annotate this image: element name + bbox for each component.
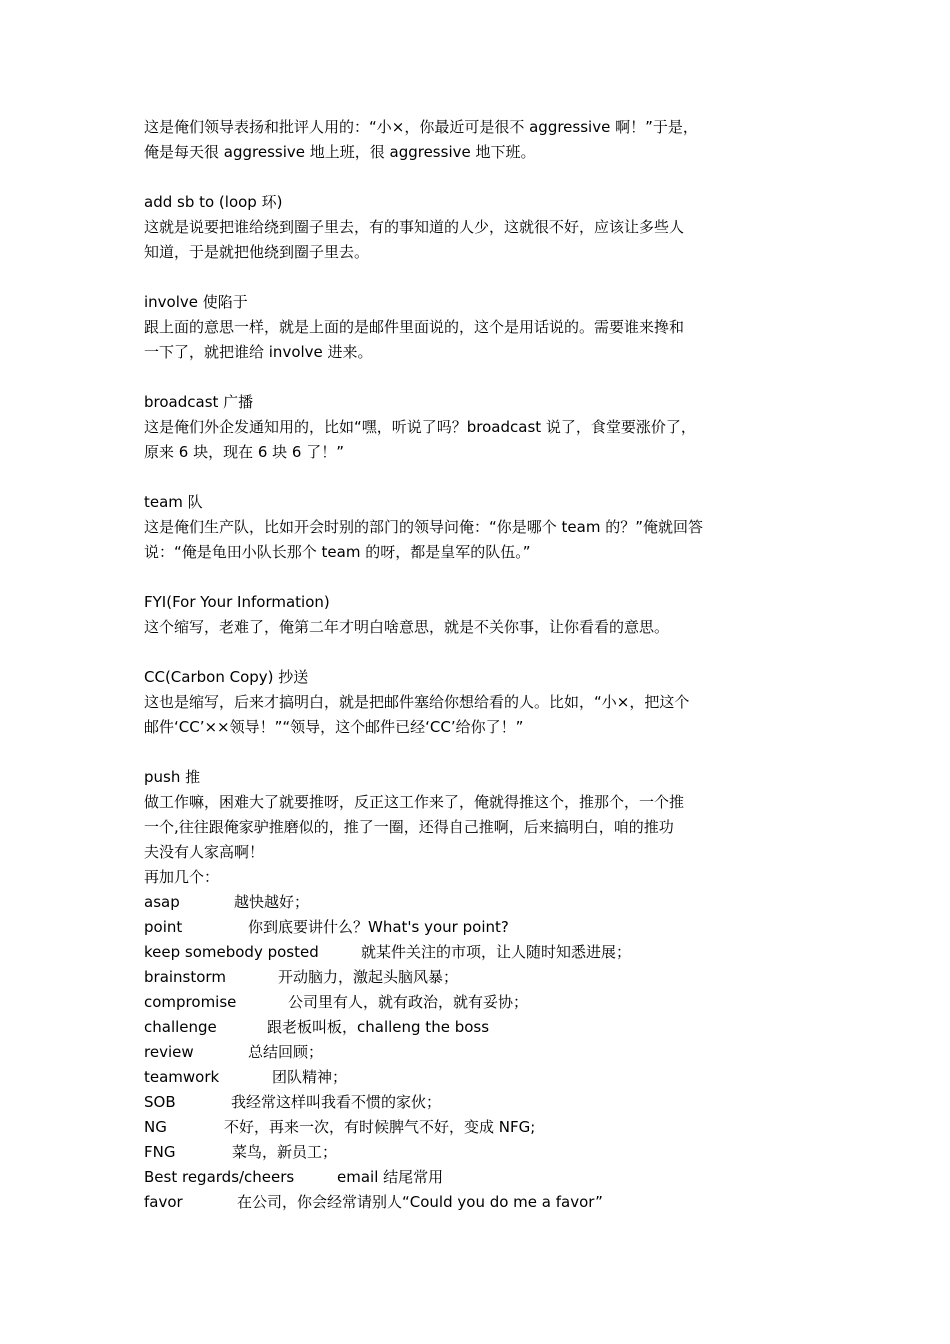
text-line: 做工作嘛，困难大了就要推呀，反正这工作来了，俺就得推这个，推那个，一个推 — [144, 793, 685, 811]
text-line: 夫没有人家高啊！ — [144, 843, 265, 861]
term-row — [144, 965, 784, 990]
term: NG — [144, 1118, 167, 1136]
term: asap — [144, 893, 180, 911]
section-heading: add sb to (loop 环) — [144, 193, 283, 211]
term-row — [144, 940, 784, 965]
term-definition: 开动脑力，激起头脑风暴； — [278, 968, 459, 986]
term: teamwork — [144, 1068, 220, 1086]
text-line: 说：“俺是龟田小队长那个 team 的呀，都是皇军的队伍。” — [144, 543, 531, 561]
section-add-sb-to — [144, 190, 784, 265]
section-broadcast — [144, 390, 784, 465]
blank-line — [144, 640, 784, 665]
text-line: 邮件‘CC’××领导！”“领导，这个邮件已经‘CC’给你了！” — [144, 718, 524, 736]
term-definition: 菜鸟，新员工； — [232, 1143, 338, 1161]
term: keep somebody posted — [144, 943, 319, 961]
section-heading: FYI(For Your Information) — [144, 593, 330, 611]
term-definition: 在公司，你会经常请别人“Could you do me a favor” — [237, 1193, 603, 1211]
text-line: 知道，于是就把他绕到圈子里去。 — [144, 243, 370, 261]
text-line: 这是俺们生产队，比如开会时别的部门的领导问俺：“你是哪个 team 的？”俺就回答 — [144, 518, 703, 536]
text-line: 这是俺们外企发通知用的，比如“嘿，听说了吗？broadcast 说了，食堂要涨价了， — [144, 418, 696, 436]
term-definition: 你到底要讲什么？What's your point? — [248, 918, 509, 936]
text-line: 这也是缩写，后来才搞明白，就是把邮件塞给你想给看的人。比如，“小×，把这个 — [144, 693, 690, 711]
section-team — [144, 490, 784, 565]
term: compromise — [144, 993, 237, 1011]
term-row — [144, 1065, 784, 1090]
text-line: 一个,往往跟俺家驴推磨似的，推了一圈，还得自己推啊，后来搞明白，咱的推功 — [144, 818, 674, 836]
blank-line — [144, 565, 784, 590]
blank-line — [144, 465, 784, 490]
term: review — [144, 1043, 194, 1061]
term: challenge — [144, 1018, 217, 1036]
term-row — [144, 1090, 784, 1115]
section-push — [144, 765, 784, 865]
document-page — [144, 115, 784, 1215]
term-row — [144, 1140, 784, 1165]
term-row — [144, 890, 784, 915]
blank-line — [144, 165, 784, 190]
term: SOB — [144, 1093, 176, 1111]
more-heading: 再加几个： — [144, 868, 220, 886]
term-definition: 总结回顾； — [248, 1043, 324, 1061]
text-line: 一下了，就把谁给 involve 进来。 — [144, 343, 373, 361]
section-heading: team 队 — [144, 493, 203, 511]
term-definition: 团队精神； — [272, 1068, 348, 1086]
term-definition: 公司里有人，就有政治，就有妥协； — [288, 993, 529, 1011]
term: Best regards/cheers — [144, 1168, 295, 1186]
term-definition: 越快越好； — [234, 893, 310, 911]
blank-line — [144, 740, 784, 765]
text-line: 这是俺们领导表扬和批评人用的：“小×，你最近可是很不 aggressive 啊！”于是， — [144, 118, 698, 136]
blank-line — [144, 265, 784, 290]
intro-paragraph — [144, 115, 784, 165]
term-row — [144, 915, 784, 940]
term: FNG — [144, 1143, 176, 1161]
term-row — [144, 1115, 784, 1140]
section-involve — [144, 290, 784, 365]
term-row — [144, 1040, 784, 1065]
term-definition: 跟老板叫板，challeng the boss — [267, 1018, 490, 1036]
blank-line — [144, 365, 784, 390]
term-definition: email 结尾常用 — [337, 1168, 444, 1186]
text-line: 这就是说要把谁给绕到圈子里去，有的事知道的人少，这就很不好，应该让多些人 — [144, 218, 685, 236]
section-heading: push 推 — [144, 768, 201, 786]
text-line: 跟上面的意思一样，就是上面的是邮件里面说的，这个是用话说的。需要谁来搀和 — [144, 318, 685, 336]
term-list — [144, 890, 784, 1215]
text-line: 原来 6 块，现在 6 块 6 了！” — [144, 443, 345, 461]
section-cc — [144, 665, 784, 740]
term: favor — [144, 1193, 183, 1211]
section-heading: involve 使陷于 — [144, 293, 248, 311]
section-fyi — [144, 590, 784, 640]
term-row — [144, 1015, 784, 1040]
section-heading: broadcast 广播 — [144, 393, 254, 411]
term-row — [144, 1190, 784, 1215]
term-row — [144, 1165, 784, 1190]
text-line: 俺是每天很 aggressive 地上班，很 aggressive 地下班。 — [144, 143, 536, 161]
term-definition: 就某件关注的市项，让人随时知悉进展； — [361, 943, 632, 961]
term: point — [144, 918, 183, 936]
section-heading: CC(Carbon Copy) 抄送 — [144, 668, 309, 686]
term: brainstorm — [144, 968, 226, 986]
term-definition: 我经常这样叫我看不惯的家伙； — [231, 1093, 442, 1111]
term-definition: 不好，再来一次，有时候脾气不好，变成 NFG; — [224, 1118, 536, 1136]
term-row — [144, 990, 784, 1015]
text-line: 这个缩写，老难了，俺第二年才明白啥意思，就是不关你事，让你看看的意思。 — [144, 618, 670, 636]
